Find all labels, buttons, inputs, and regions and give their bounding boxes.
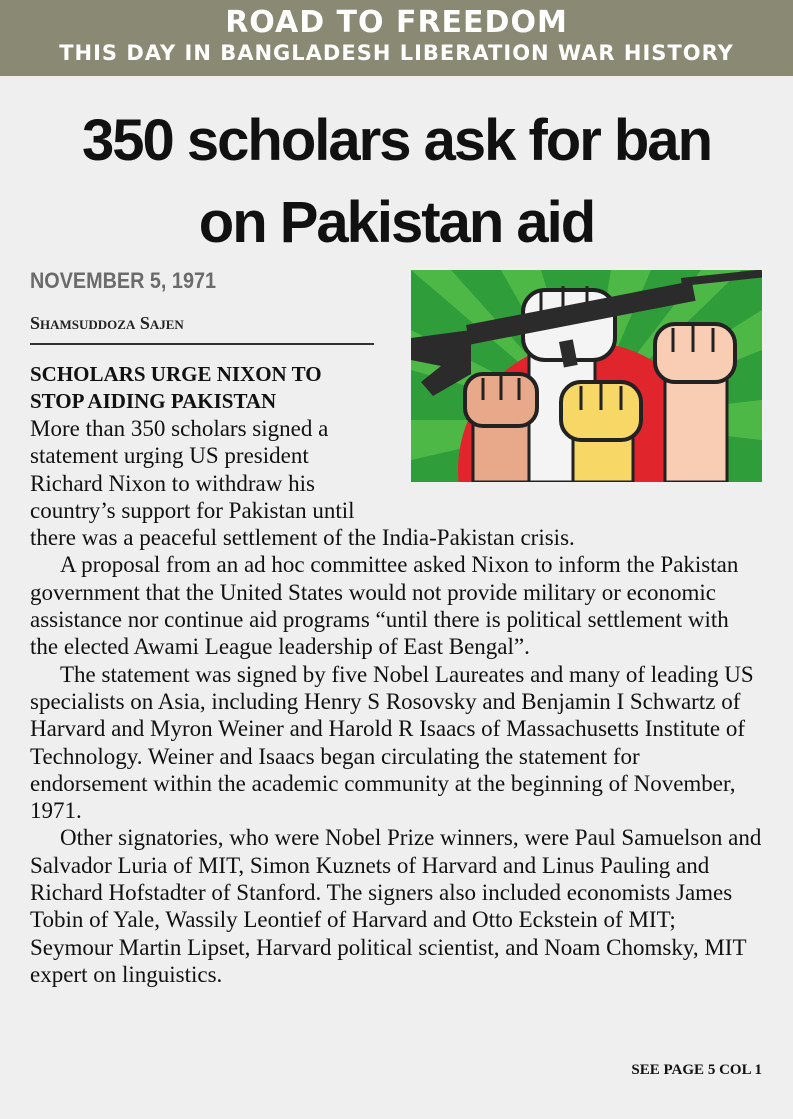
banner-title: ROAD TO FREEDOM [225,5,568,40]
banner-subtitle: THIS DAY IN BANGLADESH LIBERATION WAR HISTORY [59,41,734,65]
article-paragraph: Other signatories, who were Nobel Prize winners, were Paul Samuelson and Salvador Luria of MIT, Simon Kuznets of Harvard and Linus Pauling and Richard Hofstadter of Stanford. The signers also included economists James Tobin of Yale, Wassily Leontief of Harvard and Otto Eckstein of MIT; Seymour Martin Lipset, Harvard political scientist, and Noam Chomsky, MIT expert on linguistics. [30,825,762,987]
article-body [30,415,762,988]
illustration-spacer [381,415,762,507]
byline-divider [30,343,374,345]
article-subhead: SCHOLARS URGE NIXON TO STOP AIDING PAKISTAN [30,362,322,413]
article-paragraph: More than 350 scholars signed a statement urging US president Richard Nixon to withdraw his country’s support for Pakistan until there was a peaceful settlement of the India-Pakistan crisis. [30,416,575,551]
article-paragraph: A proposal from an ad hoc committee asked Nixon to inform the Pakistan government that the United States would not provide military or economic assistance nor continue aid programs “until there is political settlement with the elected Awami League leadership of East Bengal”. [30,552,739,660]
headline-line-1: 350 scholars ask for ban [82,108,711,173]
article-byline: Shamsuddoza Sajen [30,313,184,333]
section-banner [0,0,793,76]
continuation-note: SEE PAGE 5 COL 1 [631,1062,762,1078]
headline-line-2: on Pakistan aid [198,190,595,255]
article-paragraph: The statement was signed by five Nobel Laureates and many of leading US specialists on Asia, including Henry S Rosovsky and Benjamin I Schwartz of Harvard and Myron Weiner and Harold R Isaacs of Massachusetts Institute of Technology. Weiner and Isaacs began circulating the statement for endorsement within the academic community at the beginning of November, 1971. [30,661,754,824]
article-date: NOVEMBER 5, 1971 [30,268,216,293]
article-headline [0,100,793,264]
